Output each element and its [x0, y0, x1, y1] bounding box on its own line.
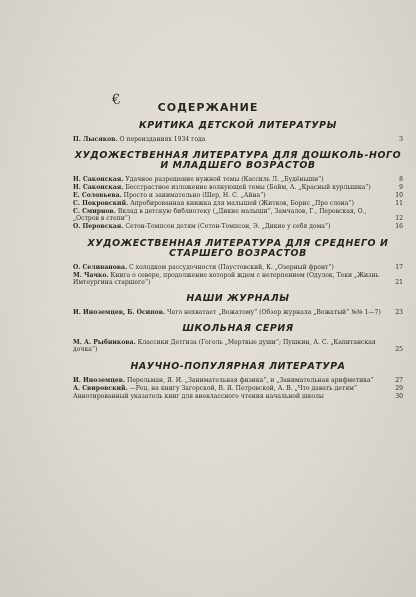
entry-title: Сетон-Томпсон детям (Сетон-Томпсон, Э. „Дикие у себя дома“)	[125, 223, 331, 231]
table-of-contents	[73, 121, 403, 401]
entry-page-number: 23	[395, 309, 403, 317]
entry-title: Апробированная книжка для малышей (Житков, Борис „Про слона“)	[130, 200, 354, 208]
entry-title: Перельман, Я. И. „Занимательная физика“, и „Занимательная арифметика“	[127, 376, 374, 384]
entry-author: И. Иноземцев, Б. Осипов.	[73, 309, 166, 317]
entry-title: Удачное разрешение нужной темы (Кассиль Л. „Будёнышн“)	[125, 176, 324, 184]
section-heading: ХУДОЖЕСТВЕННАЯ ЛИТЕРАТУРА ДЛЯ СРЕДНЕГО И СТАРШЕГО ВОЗРАСТОВ	[87, 237, 389, 259]
section-heading: КРИТИКА ДЕТСКОЙ ЛИТЕРАТУРЫ	[139, 120, 337, 131]
entry-author: М. А. Рыбникова.	[73, 339, 136, 347]
toc-entry[interactable]	[73, 184, 403, 191]
toc-entry[interactable]	[73, 223, 403, 230]
entry-page-number: 3	[399, 136, 403, 143]
entry-author: П. Лысяков.	[73, 136, 118, 143]
toc-entry[interactable]	[73, 339, 403, 353]
entry-title: Вклад в детскую библиотеку („Дикие малыши“, Замчалов, Г., Перовская, О., „Остров в степи“)	[73, 208, 367, 223]
entry-page-number: 25	[395, 346, 403, 354]
section-heading: НАШИ ЖУРНАЛЫ	[186, 293, 290, 305]
entry-page-number: 17	[395, 263, 403, 271]
toc-entry[interactable]	[73, 136, 403, 143]
entry-title: —Рец. на книгу Загорской, В. Я. Петровской, А. В. „Что давать детям“	[129, 384, 357, 392]
ink-mark: €	[110, 91, 122, 109]
entry-page-number: 16	[395, 223, 403, 231]
toc-entry[interactable]	[73, 393, 403, 400]
page-title: СОДЕРЖАНИЕ	[157, 101, 259, 114]
toc-entry[interactable]	[73, 377, 403, 384]
toc-entry[interactable]	[73, 208, 403, 222]
entry-author: Е. Соловьева.	[73, 192, 122, 200]
entry-title: Просто и занимательно (Шер, Н. С. „Айна“)	[123, 192, 266, 200]
toc-entry[interactable]	[73, 385, 403, 392]
toc-entry[interactable]	[73, 272, 403, 286]
entry-page-number: 8	[399, 176, 403, 184]
section-heading: ХУДОЖЕСТВЕННАЯ ЛИТЕРАТУРА ДЛЯ ДОШКОЛЬ-НОГО И МЛАДШЕГО ВОЗРАСТОВ	[74, 150, 402, 172]
toc-entry[interactable]	[73, 176, 403, 183]
toc-entry[interactable]	[73, 192, 403, 199]
toc-entry[interactable]	[73, 264, 403, 271]
entry-author: С. Смирнов.	[73, 208, 116, 216]
entry-page-number: 21	[395, 278, 403, 286]
entry-title: Аннотированный указатель книг для внеклассного чтения начальной школы	[73, 392, 324, 400]
entry-page-number: 11	[395, 200, 403, 208]
toc-entry[interactable]	[73, 309, 403, 316]
entry-page-number: 29	[395, 384, 403, 392]
entry-author: И. Иноземцев.	[73, 376, 126, 384]
entry-page-number: 9	[399, 184, 403, 192]
entry-author: Н. Саконская.	[73, 176, 124, 184]
entry-author: О. Селиванова.	[73, 263, 128, 271]
toc-entry[interactable]	[73, 200, 403, 207]
entry-page-number: 10	[395, 192, 403, 200]
section-heading: ШКОЛЬНАЯ СЕРИЯ	[182, 323, 294, 335]
entry-author: А. Свировский.	[73, 384, 128, 392]
entry-title: С холодком рассудочности (Паустовский, К. „Озерный фронт“)	[129, 263, 334, 271]
entry-title: Бесстрастное изложение волнующей темы (Бойм, А. „Красный курлышка“)	[125, 184, 371, 192]
entry-title: О переизданиях 1934 года	[119, 136, 206, 143]
entry-title: Книга о севере, продолжение которой ждем с нетерпением (Одулок, Теки „Жизнь Имтеургина старшего“)	[73, 271, 379, 286]
entry-author: С. Покровский.	[73, 200, 129, 208]
entry-title: Классики Детгиза (Гоголь „Мертвые души“; Пушкин, А. С. „Капитанская дочка“)	[73, 339, 376, 354]
entry-author: М. Чачко.	[73, 271, 109, 279]
entry-author: Н. Саконская.	[73, 184, 124, 192]
entry-title: Чего нехватает „Вожатому“ (Обзор журнала „Вожатый“ №№ 1—7)	[167, 309, 381, 317]
section-heading: НАУЧНО-ПОПУЛЯРНАЯ ЛИТЕРАТУРА	[130, 360, 346, 372]
entry-page-number: 12	[395, 215, 403, 223]
entry-page-number: 27	[395, 376, 403, 384]
entry-page-number: 30	[395, 392, 403, 400]
entry-author: О. Перовская.	[73, 223, 124, 231]
